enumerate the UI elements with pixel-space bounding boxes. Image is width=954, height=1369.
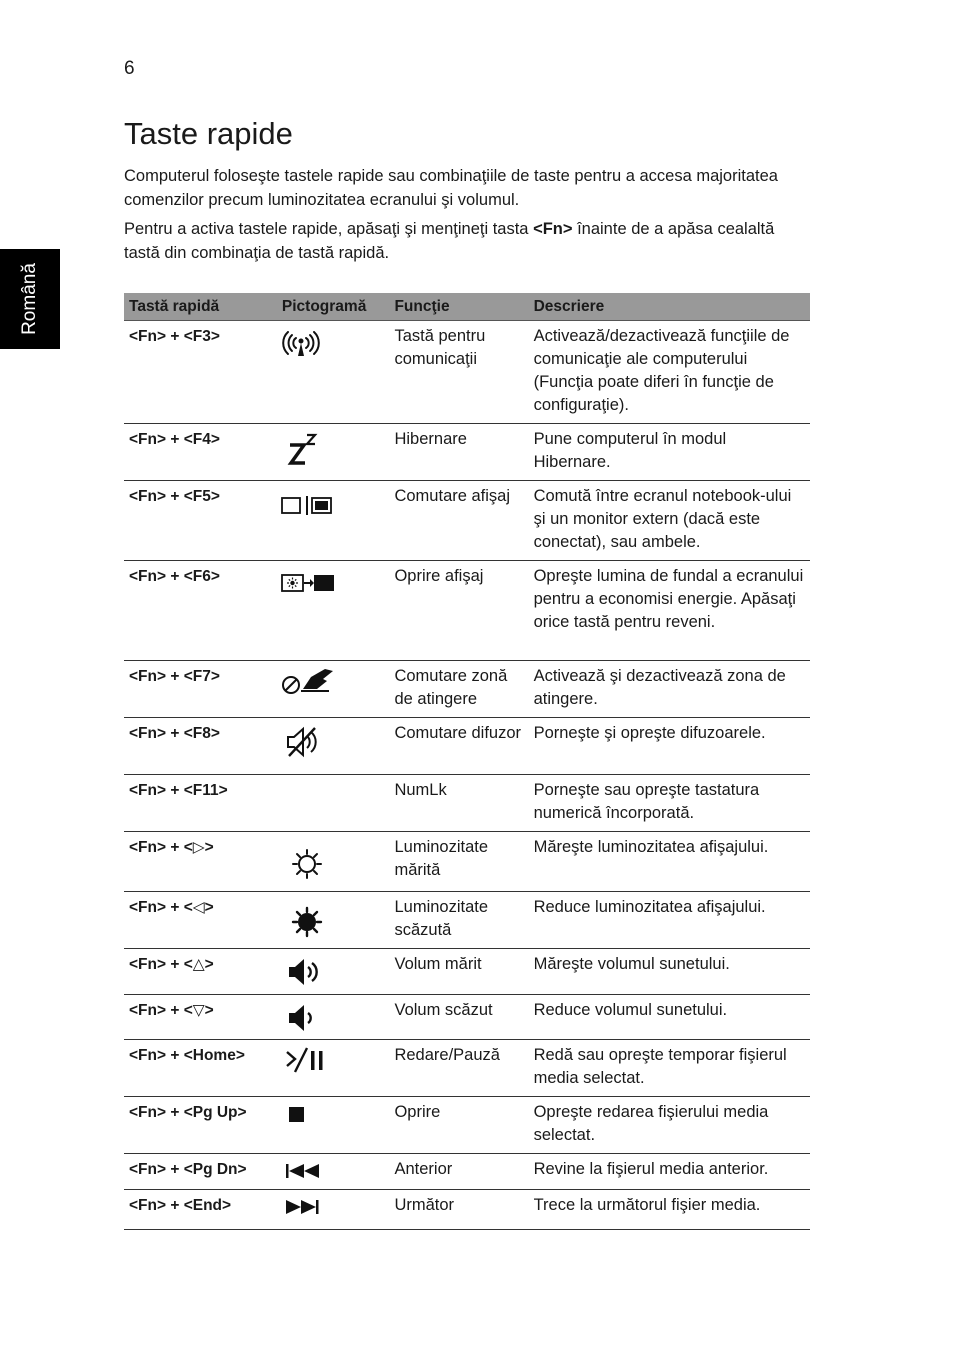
- function-cell: Oprire afişaj: [389, 561, 528, 661]
- wireless-icon: [281, 331, 321, 357]
- icon-cell: [277, 1097, 390, 1154]
- icon-cell: [277, 661, 390, 718]
- table-row: [124, 718, 810, 775]
- table-row: [124, 775, 810, 832]
- fn-key-label: <Fn>: [533, 220, 573, 238]
- header-description: Descriere: [529, 293, 810, 321]
- hotkey-cell: <Fn> + <F4>: [124, 424, 277, 481]
- hotkey-cell: <Fn> + <Home>: [124, 1040, 277, 1097]
- table-row: [124, 661, 810, 718]
- hotkey-cell: <Fn> + <F7>: [124, 661, 277, 718]
- icon-cell: [277, 424, 390, 481]
- function-cell: Volum mărit: [389, 949, 528, 995]
- icon-cell: [277, 321, 390, 424]
- table-row: [124, 481, 810, 561]
- intro-paragraph-fn: [124, 217, 814, 265]
- function-cell: Luminozitate scăzută: [389, 892, 528, 949]
- description-cell: Reduce luminozitatea afişajului.: [529, 892, 810, 949]
- header-function: Funcţie: [389, 293, 528, 321]
- description-cell: Redă sau opreşte temporar fişierul media selectat.: [529, 1040, 810, 1097]
- description-cell: Măreşte volumul sunetului.: [529, 949, 810, 995]
- brightness-up-icon: [291, 848, 323, 880]
- icon-cell: [277, 995, 390, 1040]
- table-row: [124, 949, 810, 995]
- hotkey-cell: <Fn> + <Pg Up>: [124, 1097, 277, 1154]
- function-cell: Hibernare: [389, 424, 528, 481]
- description-cell: Revine la fişierul media anterior.: [529, 1154, 810, 1190]
- description-cell: Opreşte redarea fişierului media selectat.: [529, 1097, 810, 1154]
- table-row: [124, 1040, 810, 1097]
- hotkey-cell: <Fn> + <F6>: [124, 561, 277, 661]
- intro-text: înainte de a apăsa cealaltă tastă din combinaţia de tastă rapidă.: [124, 220, 775, 262]
- hotkey-cell: <Fn> + <F3>: [124, 321, 277, 424]
- icon-cell: [277, 949, 390, 995]
- display-toggle-icon: [281, 494, 333, 516]
- hotkey-cell: <Fn> + <▷>: [124, 832, 277, 892]
- function-cell: Comutare zonă de atingere: [389, 661, 528, 718]
- icon-cell: [277, 1154, 390, 1190]
- function-cell: Oprire: [389, 1097, 528, 1154]
- page-number: 6: [124, 58, 135, 79]
- volume-up-icon: [287, 957, 321, 987]
- table-row: [124, 832, 810, 892]
- previous-track-icon: [285, 1161, 325, 1181]
- function-cell: Luminozitate mărită: [389, 832, 528, 892]
- table-row: [124, 1190, 810, 1230]
- function-cell: Anterior: [389, 1154, 528, 1190]
- hotkey-cell: <Fn> + <△>: [124, 949, 277, 995]
- hotkey-cell: <Fn> + <◁>: [124, 892, 277, 949]
- icon-cell: [277, 775, 390, 832]
- icon-cell: [277, 832, 390, 892]
- hotkey-cell: <Fn> + <F5>: [124, 481, 277, 561]
- icon-cell: [277, 481, 390, 561]
- description-cell: Porneşte şi opreşte difuzoarele.: [529, 718, 810, 775]
- description-cell: Opreşte lumina de fundal a ecranului pentru a economisi energie. Apăsaţi orice tastă pentru reveni.: [529, 561, 810, 661]
- function-cell: Redare/Pauză: [389, 1040, 528, 1097]
- sleep-icon: [287, 432, 321, 468]
- intro-paragraph: Computerul foloseşte tastele rapide sau combinaţiile de taste pentru a accesa majoritatea comenzilor precum luminozitatea ecranului şi volumul.: [124, 167, 778, 209]
- function-cell: Comutare afişaj: [389, 481, 528, 561]
- icon-cell: [277, 718, 390, 775]
- language-tab-label: Română: [19, 263, 41, 335]
- function-cell: NumLk: [389, 775, 528, 832]
- description-cell: Pune computerul în modul Hibernare.: [529, 424, 810, 481]
- function-cell: Tastă pentru comunicaţii: [389, 321, 528, 424]
- language-tab: [0, 249, 60, 349]
- table-row: [124, 892, 810, 949]
- hotkey-cell: <Fn> + <Pg Dn>: [124, 1154, 277, 1190]
- icon-cell: [277, 1040, 390, 1097]
- hotkey-cell: <Fn> + <F8>: [124, 718, 277, 775]
- description-cell: Activează şi dezactivează zona de atingere.: [529, 661, 810, 718]
- play-pause-icon: [285, 1046, 327, 1074]
- table-row: [124, 561, 810, 661]
- touchpad-toggle-icon: [281, 665, 335, 697]
- stop-icon: [287, 1105, 307, 1125]
- brightness-down-icon: [291, 906, 323, 938]
- icon-cell: [277, 561, 390, 661]
- hotkey-cell: <Fn> + <End>: [124, 1190, 277, 1230]
- description-cell: Activează/dezactivează funcţiile de comunicaţie ale computerului (Funcţia poate diferi în funcţie de configuraţie).: [529, 321, 810, 424]
- hotkey-cell: <Fn> + <▽>: [124, 995, 277, 1040]
- description-cell: Reduce volumul sunetului.: [529, 995, 810, 1040]
- description-cell: Porneşte sau opreşte tastatura numerică încorporată.: [529, 775, 810, 832]
- table-row: [124, 1154, 810, 1190]
- description-cell: Comută între ecranul notebook-ului şi un monitor extern (dacă este conectat), sau ambele.: [529, 481, 810, 561]
- volume-down-icon: [287, 1003, 317, 1033]
- icon-cell: [277, 892, 390, 949]
- display-off-icon: [281, 573, 335, 593]
- next-track-icon: [285, 1197, 325, 1217]
- table-header-row: [124, 293, 810, 321]
- header-hotkey: Tastă rapidă: [124, 293, 277, 321]
- table-row: [124, 995, 810, 1040]
- hotkeys-table: [124, 293, 810, 1230]
- function-cell: Următor: [389, 1190, 528, 1230]
- table-row: [124, 424, 810, 481]
- header-icon: Pictogramă: [277, 293, 390, 321]
- description-cell: Măreşte luminozitatea afişajului.: [529, 832, 810, 892]
- hotkey-cell: <Fn> + <F11>: [124, 775, 277, 832]
- icon-cell: [277, 1190, 390, 1230]
- intro-text: Pentru a activa tastele rapide, apăsaţi şi menţineţi tasta: [124, 220, 534, 238]
- description-cell: Trece la următorul fişier media.: [529, 1190, 810, 1230]
- page-title: Taste rapide: [124, 116, 293, 151]
- function-cell: Comutare difuzor: [389, 718, 528, 775]
- speaker-mute-icon: [285, 726, 321, 758]
- function-cell: Volum scăzut: [389, 995, 528, 1040]
- table-row: [124, 1097, 810, 1154]
- table-row: [124, 321, 810, 424]
